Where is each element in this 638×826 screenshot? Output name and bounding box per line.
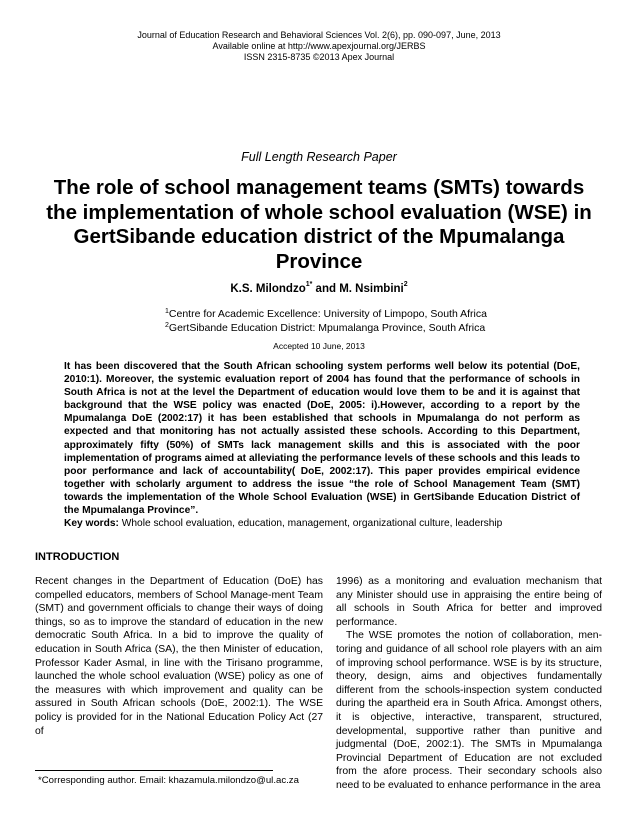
journal-citation: Journal of Education Research and Behavioral Sciences Vol. 2(6), pp. 090-097, June, 2013 [137,30,501,40]
body-paragraph: 1996) as a monitoring and evaluation mechanism that any Minister should use in appraising the entire being of all schools in South Africa for better and improved performance. [336,576,602,628]
affiliation-text: Centre for Academic Excellence: University of Limpopo, South Africa [168,308,487,320]
author-name: M. Nsimbini [339,283,404,295]
affiliation-text: GertSibande Education District: Mpumalanga Province, South Africa [168,322,486,334]
title-line: The role of school management teams (SMTs) towards [53,176,585,199]
author-marker: 2 [403,281,408,288]
abstract: It has been discovered that the South African schooling system performs well below its potential (DoE, 2010:1). Moreover, the systemic evaluation report of 2004 has found that the performance of schools in South Africa is not at the level the Department of education would love them to be and it is against that background that the WSE policy was enacted (DoE, 2005: i).However, according to a report by the Mpumalanga DoE (2002:17) it has been established that schools in Mpumalanga do not perform as expected and that monitoring has not actually assisted these schools. According to this Department, approximately fifty (50%) of SMTs lack management skills and this is associated with the poor implementation of programs aimed at alleviating the performance levels of these schools and this leads to poor performance and lack of accountability( DoE, 2002:17). This paper provides empirical evidence together with scholarly argument to address the issue “the role of School Management Team (SMT) towards the implementation of the Whole School Evaluation (WSE) in GertSibande Education District of the Mpumalanga Province”. [64,361,580,517]
accepted-date: Accepted 10 June, 2013 [273,341,365,351]
author-name: K.S. Milondzo [230,283,306,295]
title-line: GertSibande education district of the Mpumalanga [73,225,565,248]
title-line: Province [275,249,363,273]
body-column-left: Recent changes in the Department of Education (DoE) has compelled educators, members of School Manage-ment Team (SMT) and government officials to change their ways of doing things, so as to improve the standard of education in the new democratic South Africa. In a bid to improve the quality of education in South Africa (SA), the then Minister of education, Professor Kader Asmal, in line with the Tirisano programme, launched the whole school evaluation (WSE) policy as one of the measures with which improvement and quality can be assured in South African schools (DoE, 2002:1). The WSE policy is provided for in the National Education Policy Act (27 of [35,576,323,737]
section-heading-introduction: INTRODUCTION [35,551,120,563]
affiliation-number: 2 [165,322,169,329]
author-conjunction: and [312,283,340,295]
title-line: the implementation of whole school evaluation (WSE) in [46,200,592,224]
keywords [64,518,584,529]
affiliation [165,321,585,335]
corresponding-author-footnote: *Corresponding author. Email: khazamula.milondzo@ul.ac.za [38,775,299,786]
paper-title [20,176,618,274]
journal-url: Available online at http://www.apexjournal.org/JERBS [212,41,426,51]
keywords-label: Key words: [64,518,119,529]
footnote-divider [35,770,273,771]
affiliation-number: 1 [165,308,169,315]
body-paragraph: The WSE promotes the notion of collaboration, men-toring and guidance of all school role players with an aim of improving school performance. WSE is by its structure, theory, design, aims and objectives fundamentally different from the schools-inspection system conducted during the apartheid era in South Africa. Amongst others, it is objective, interactive, transparent, structured, developmental, supportive rather than punitive and judgmental (DoE, 2002:1). The SMTs in Mpumalanga Provincial Department of Education are not excluded from the afore process. Their secondary schools also need to be evaluated to enhance performance in the area [336,630,602,791]
journal-header [0,30,638,63]
body-column-right [336,575,602,793]
author-marker: 1* [305,281,313,288]
author-list [0,283,638,295]
journal-issn: ISSN 2315-8735 ©2013 Apex Journal [243,52,395,62]
keywords-text: Whole school evaluation, education, management, organizational culture, leadership [118,518,503,529]
affiliation [165,307,585,321]
paper-type: Full Length Research Paper [241,150,397,164]
